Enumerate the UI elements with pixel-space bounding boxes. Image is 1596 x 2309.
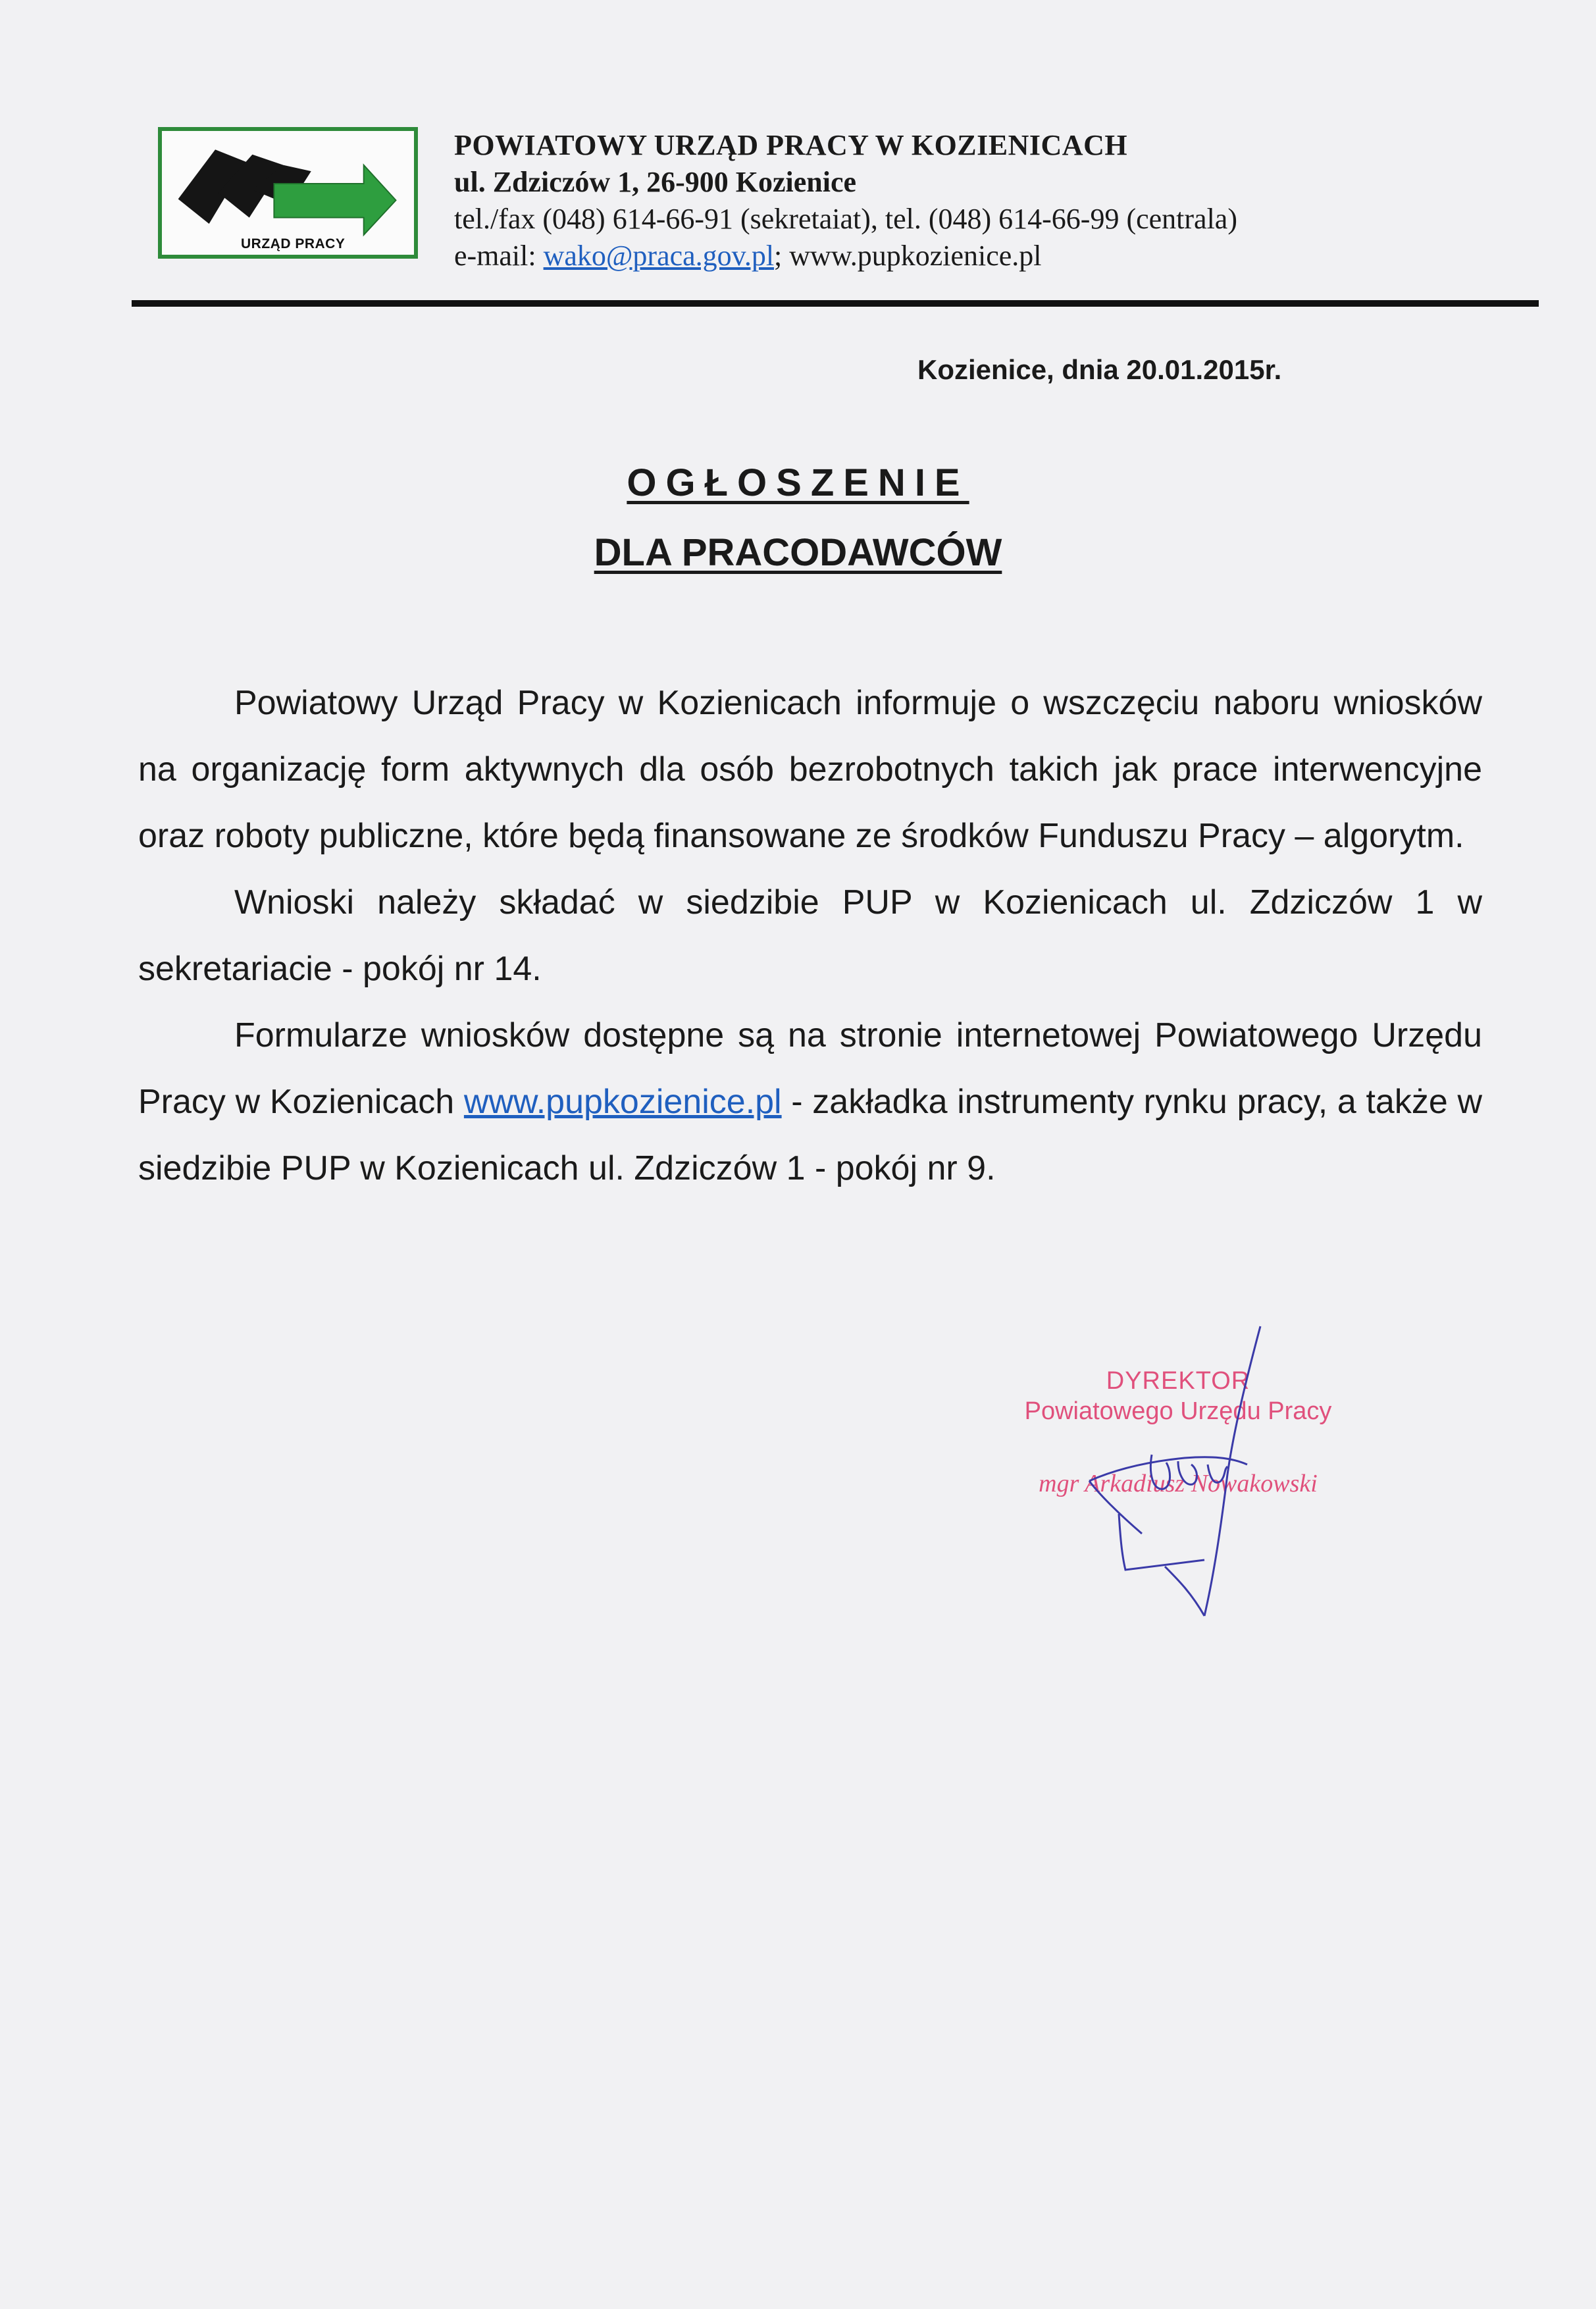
website-text: ; www.pupkozienice.pl [774, 240, 1042, 272]
paragraph-2: Wnioski należy składać w siedzibie PUP w Kozienicach ul. Zdziczów 1 w sekretariacie - pokój nr 14. [138, 883, 1482, 988]
handwritten-signature-icon [1079, 1316, 1297, 1626]
email-label: e-mail: [454, 240, 544, 272]
header-divider [132, 300, 1539, 307]
office-address: ul. Zdziczów 1, 26-900 Kozienice [454, 166, 857, 198]
paragraph-3 [138, 1002, 1482, 1202]
website-link[interactable]: www.pupkozienice.pl [463, 1083, 782, 1121]
stamp-office: Powiatowego Urzędu Pracy [1024, 1397, 1332, 1425]
stamp-name: mgr Arkadiusz Nowakowski [1039, 1470, 1318, 1497]
email-link[interactable]: wako@praca.gov.pl [543, 240, 775, 272]
paragraph-3-text-end: - zakładka instrumenty rynku pracy, a także w siedzibie PUP w Kozienicach ul. Zdziczów 1 - pokój nr 9. [138, 1083, 1483, 1187]
title-audience: DLA PRACODAWCÓW [594, 531, 1002, 574]
stamp-title: DYREKTOR [1106, 1367, 1250, 1395]
office-name: POWIATOWY URZĄD PRACY W KOZIENICACH [454, 129, 1128, 161]
document-date: Kozienice, dnia 20.01.2015r. [917, 354, 1282, 385]
title-announcement: OGŁOSZENIE [627, 461, 969, 504]
title-line-2 [0, 531, 1596, 575]
letterhead [454, 127, 1237, 274]
office-phone: tel./fax (048) 614-66-91 (sekretaiat), tel. (048) 614-66-99 (centrala) [454, 203, 1237, 235]
paragraph-1: Powiatowy Urząd Pracy w Kozienicach informuje o wszczęciu naboru wniosków na organizację form aktywnych dla osób bezrobotnych takich jak prace interwencyjne oraz roboty publiczne, które będą finansowane ze środków Funduszu Pracy – algorytm. [138, 684, 1482, 855]
office-logo [158, 127, 418, 259]
title-line-1 [0, 461, 1596, 505]
paragraph-3-text: Formularze wniosków dostępne są na stronie internetowej Powiatowego Urzędu Pracy w Kozienicach [138, 1016, 1482, 1121]
logo-text: URZĄD PRACY [241, 236, 346, 251]
announcement-body [138, 670, 1482, 1202]
office-contact [454, 238, 1237, 274]
